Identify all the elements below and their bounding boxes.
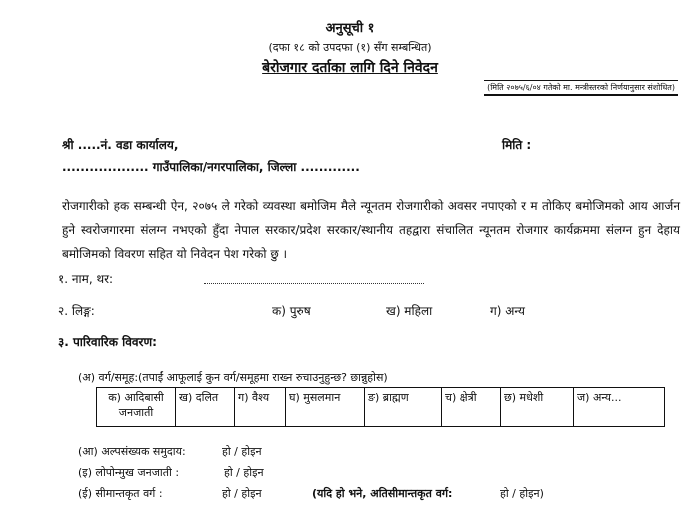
recipient-ward: श्री .....नं. वडा कार्यालय, <box>62 138 179 152</box>
group-cell-vaishya[interactable]: ग) वैश्य <box>235 388 286 427</box>
marginalized-question: (ई) सीमान्तकृत वर्ग : <box>78 487 163 500</box>
gender-option-female[interactable]: ख) महिला <box>386 304 433 318</box>
group-cell-chhetri[interactable]: च) क्षेत्री <box>442 388 501 427</box>
extreme-marginalized-question: (यदि हो भने, अतिसीमान्तकृत वर्ग: <box>312 487 453 500</box>
minority-answer[interactable]: हो / होइन <box>222 445 262 458</box>
amendment-note: (मिति २०७५/६/०४ गतेको मा. मन्त्रीस्तरको निर्णयानुसार संशोधित) <box>484 80 678 96</box>
group-question: (अ) वर्ग/समूह:(तपाईं आफूलाई कुन वर्ग/समूहमा राख्न रुचाउनुहुन्छ? छान्नुहोस) <box>78 371 388 384</box>
group-cell-madheshi[interactable]: छ) मधेशी <box>501 388 574 427</box>
name-field[interactable] <box>204 271 424 284</box>
group-cell-brahmin[interactable]: ङ) ब्राह्मण <box>365 388 442 427</box>
marginalized-answer[interactable]: हो / होइन <box>222 487 262 500</box>
application-body: रोजगारीको हक सम्बन्धी ऐन, २०७५ ले गरेको व्यवस्था बमोजिम मैले न्यूनतम रोजगारीको अवसर नपाएको र म तोकिए बमोजिमको आय आर्जन हुने स्वरोजगारमा संलग्न नभएको हुँदा नेपाल सरकार/प्रदेश सरकार/स्थानीय तहद्वारा संचालित न्यूनतम रोजगार कार्यक्रममा संलग्न हुन देहाय बमोजिमको विवरण सहित यो निवेदन पेश गरेको छु । <box>62 199 680 261</box>
group-cell-dalit[interactable]: ख) दलित <box>176 388 235 427</box>
group-cell-other[interactable]: ज) अन्य... <box>574 388 665 427</box>
minority-question: (आ) अल्पसंख्यक समुदाय: <box>78 445 186 458</box>
date-label: मिति : <box>502 138 532 152</box>
extreme-marginalized-answer[interactable]: हो / होइन) <box>500 487 544 500</box>
section-reference: (दफा १८ को उपदफा (१) सँग सम्बन्धित) <box>268 41 432 54</box>
annex-label: अनुसूची १ <box>325 21 375 36</box>
endangered-answer[interactable]: हो / होइन <box>224 466 264 479</box>
form-title: बेरोजगार दर्ताका लागि दिने निवेदन <box>262 60 438 76</box>
gender-label: २. लिङ्ग: <box>58 304 95 318</box>
gender-option-male[interactable]: क) पुरुष <box>272 304 311 318</box>
gender-option-other[interactable]: ग) अन्य <box>490 304 525 318</box>
family-details-label: ३. पारिवारिक विवरण: <box>58 335 157 349</box>
recipient-municipality: ................... गाउँपालिका/नगरपालिका, जिल्ला ............. <box>62 160 360 174</box>
endangered-question: (इ) लोपोन्मुख जनजाती : <box>78 466 180 479</box>
group-table <box>96 387 665 427</box>
group-cell-indigenous[interactable]: क) आदिबासी जनजाती <box>97 388 176 427</box>
group-cell-muslim[interactable]: घ) मुसलमान <box>286 388 365 427</box>
name-label: १. नाम, थर: <box>58 272 114 286</box>
